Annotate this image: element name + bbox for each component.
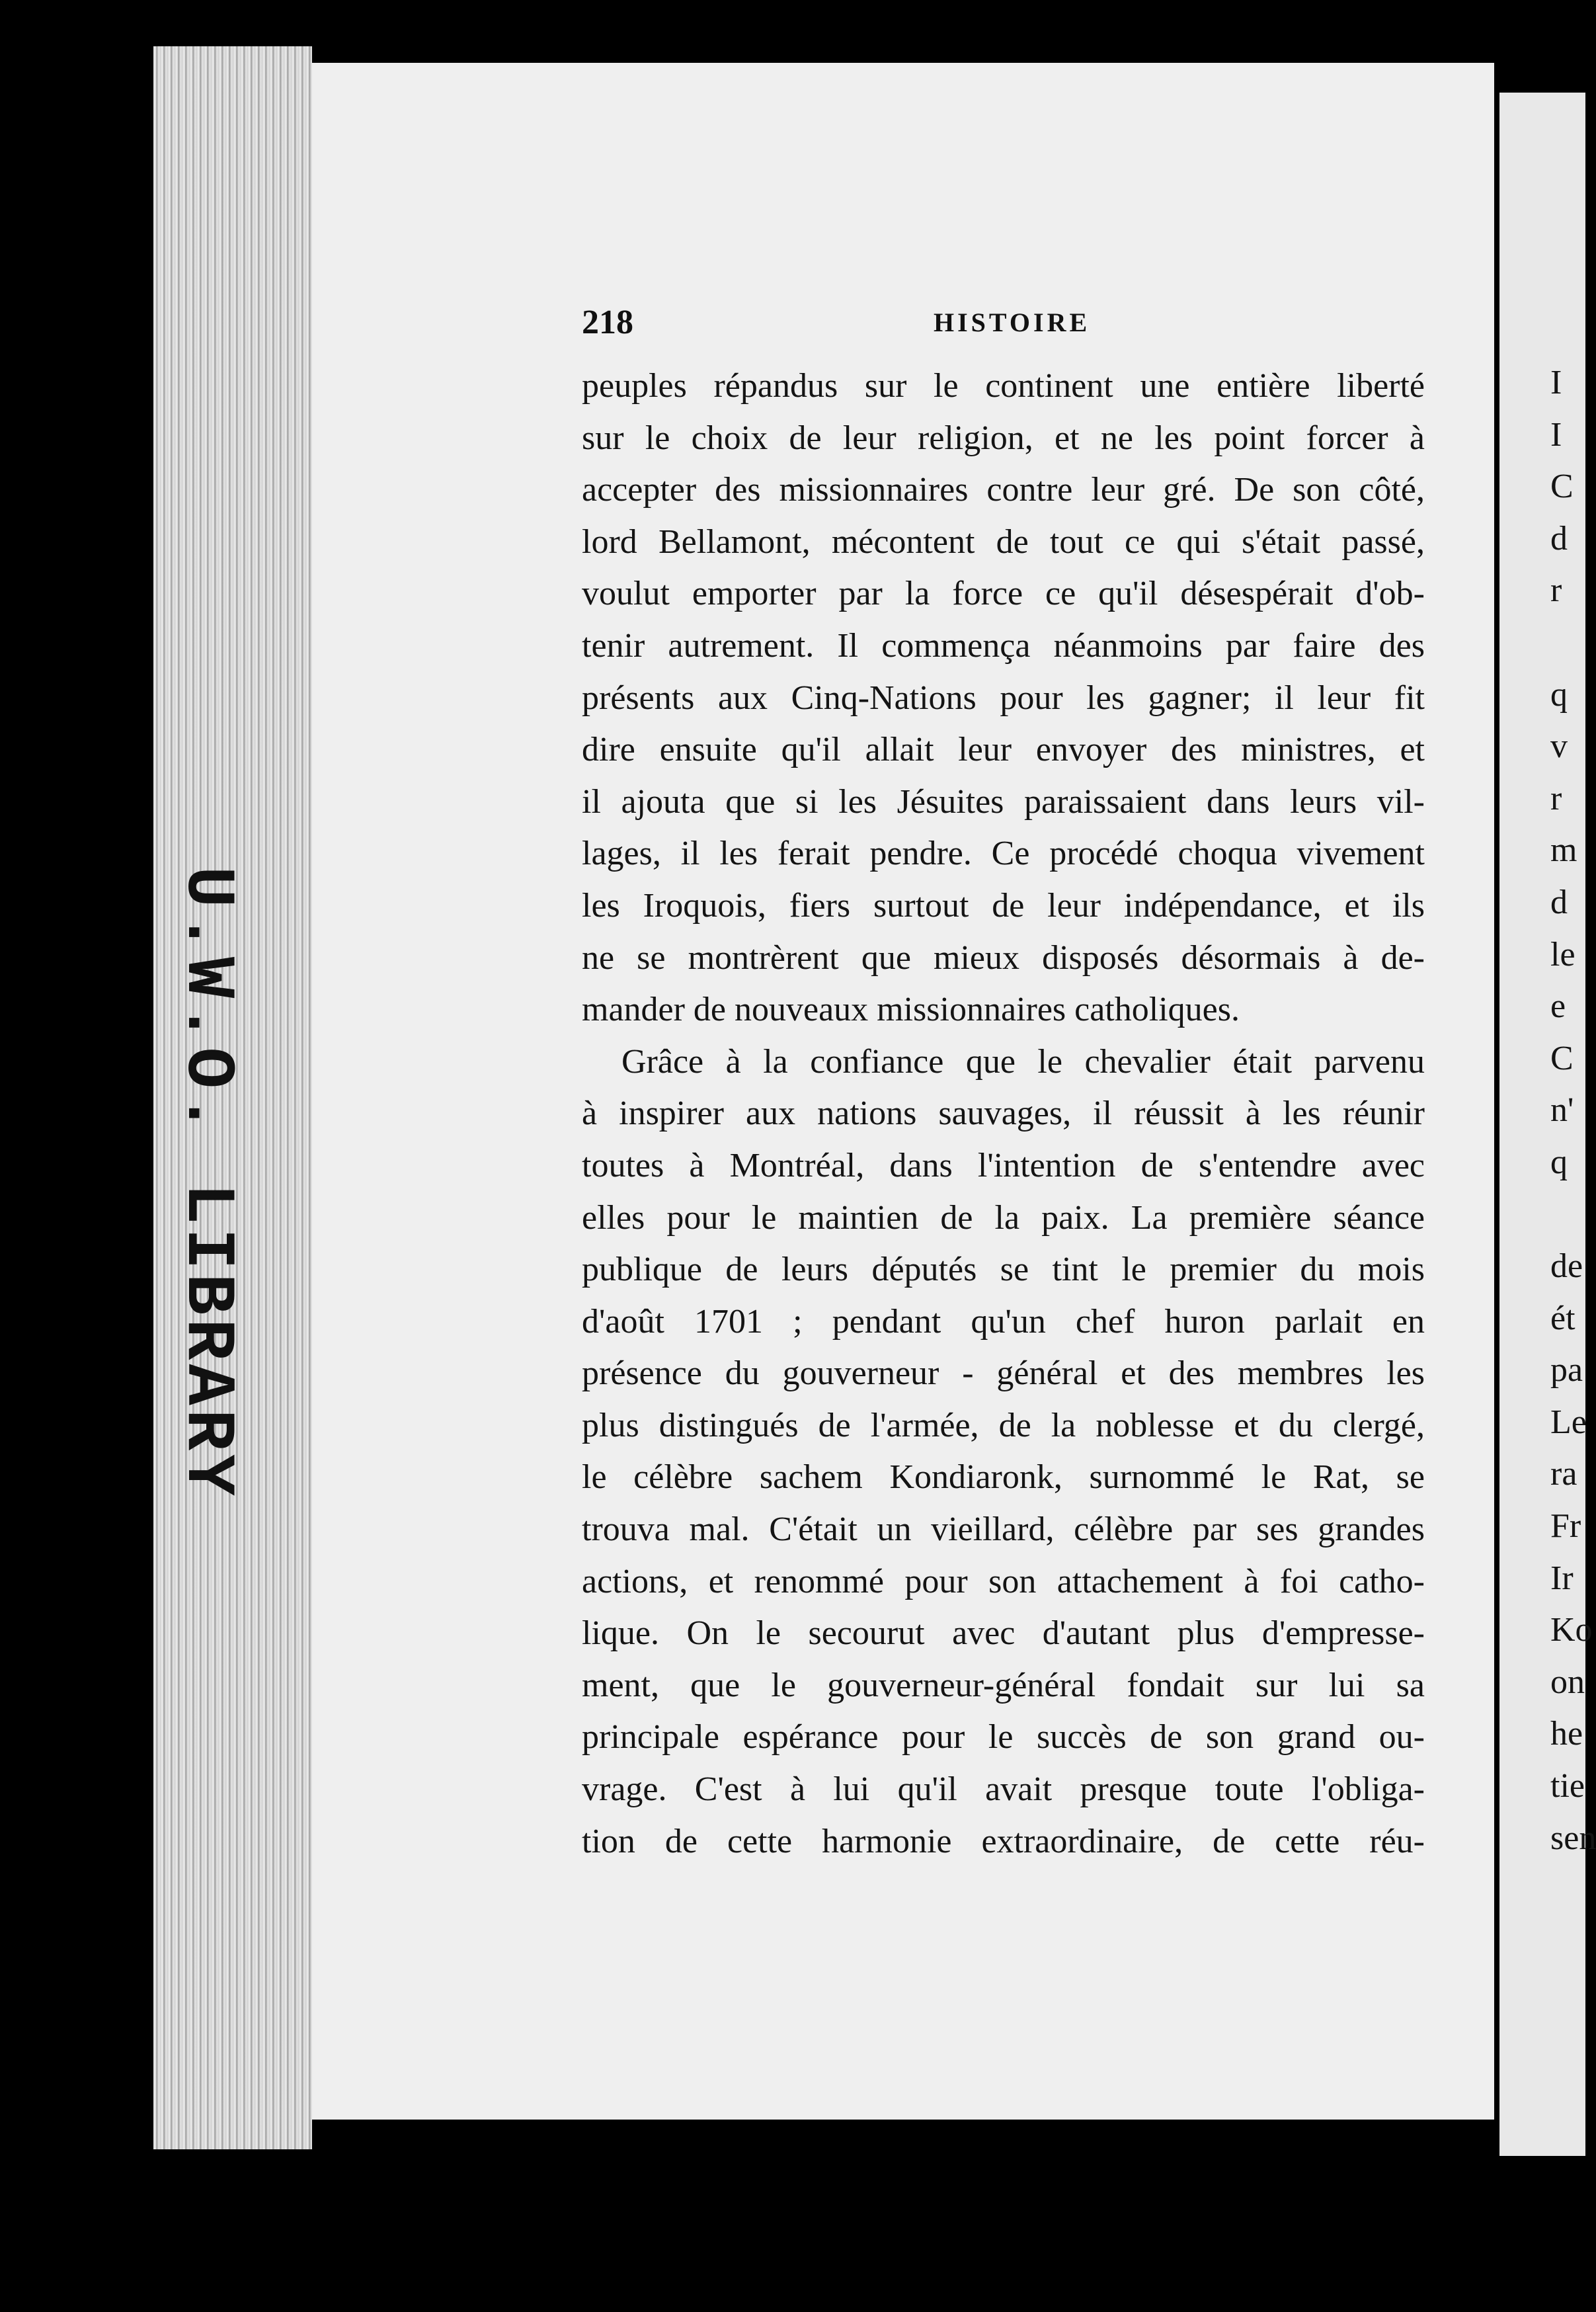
facing-page-fragment: pa: [1550, 1351, 1583, 1389]
facing-page-fragment: Ko: [1550, 1611, 1593, 1649]
text-line: principale espérance pour le succès de son grand ou-: [582, 1718, 1425, 1756]
text-line: tion de cette harmonie extraordinaire, de cette réu-: [582, 1822, 1425, 1860]
text-line: présents aux Cinq-Nations pour les gagner; il leur fit: [582, 679, 1425, 717]
text-line: plus distingués de l'armée, de la noblesse et du clergé,: [582, 1406, 1425, 1444]
facing-page-fragment: sen: [1550, 1819, 1596, 1857]
facing-page-fragment: r: [1550, 571, 1562, 610]
facing-page-fragment: q: [1550, 675, 1568, 714]
text-line: lages, il les ferait pendre. Ce procédé choqua vivement: [582, 835, 1425, 873]
body-text: [582, 360, 1425, 1868]
facing-page-fragment: on: [1550, 1663, 1585, 1701]
text-line: les Iroquois, fiers surtout de leur indépendance, et ils: [582, 886, 1425, 925]
text-line: peuples répandus sur le continent une entière liberté: [582, 367, 1425, 405]
text-line: accepter des missionnaires contre leur gré. De son côté,: [582, 471, 1425, 509]
facing-page-fragment: m: [1550, 831, 1577, 870]
facing-page-fragment: Le: [1550, 1403, 1587, 1441]
text-line: trouva mal. C'était un vieillard, célèbre par ses grandes: [582, 1510, 1425, 1549]
text-line: vrage. C'est à lui qu'il avait presque toute l'obliga-: [582, 1770, 1425, 1809]
running-head-title: HISTOIRE: [934, 308, 1091, 337]
facing-page-fragment: de: [1550, 1247, 1583, 1286]
facing-page-fragment: e: [1550, 987, 1566, 1026]
text-line: d'août 1701 ; pendant qu'un chef huron parlait en: [582, 1302, 1425, 1341]
facing-page-fragment: [1550, 617, 1585, 669]
text-line: tenir autrement. Il commença néanmoins par faire des: [582, 626, 1425, 665]
facing-page-fragment: d: [1550, 519, 1568, 557]
facing-page-fragment: Fr: [1550, 1507, 1581, 1546]
text-line: elles pour le maintien de la paix. La première séance: [582, 1198, 1425, 1237]
facing-page-fragment: ét: [1550, 1299, 1576, 1337]
facing-page-fragment: ra: [1550, 1455, 1577, 1493]
facing-page-fragment: d: [1550, 883, 1568, 921]
facing-page-fragment: C: [1550, 1039, 1574, 1077]
facing-page-fragment: v: [1550, 727, 1568, 766]
facing-page-fragment: C: [1550, 468, 1574, 506]
facing-page-fragment: n': [1550, 1091, 1574, 1130]
facing-page-fragment: r: [1550, 779, 1562, 817]
text-line: présence du gouverneur - général et des membres les: [582, 1354, 1425, 1393]
facing-page-fragment: I: [1550, 415, 1562, 454]
text-line: il ajouta que si les Jésuites paraissaient dans leurs vil-: [582, 782, 1425, 821]
text-line: à inspirer aux nations sauvages, il réussit à les réunir: [582, 1094, 1425, 1133]
paragraph-2: [582, 1036, 1425, 1868]
facing-page-fragment: Ir: [1550, 1559, 1574, 1597]
facing-page-fragment: tie: [1550, 1767, 1585, 1805]
text-line: dire ensuite qu'il allait leur envoyer des ministres, et: [582, 731, 1425, 769]
text-line: publique de leurs députés se tint le premier du mois: [582, 1251, 1425, 1289]
text-line: sur le choix de leur religion, et ne les point forcer à: [582, 419, 1425, 457]
text-line: lique. On le secourut avec d'autant plus d'empresse-: [582, 1614, 1425, 1653]
facing-page-fragment: le: [1550, 935, 1576, 973]
text-line: mander de nouveaux missionnaires catholiques.: [582, 991, 1240, 1029]
facing-page-fragment: he: [1550, 1715, 1583, 1753]
text-line: voulut emporter par la force ce qu'il désespérait d'ob-: [582, 575, 1425, 613]
facing-page-fragment: q: [1550, 1143, 1568, 1181]
text-line: ment, que le gouverneur-général fondait sur lui sa: [582, 1666, 1425, 1704]
page-number: 218: [582, 304, 633, 341]
facing-page-text-fragments: [1550, 357, 1596, 1864]
facing-page-fragment: I: [1550, 364, 1562, 401]
text-line: le célèbre sachem Kondiaronk, surnommé le Rat, se: [582, 1458, 1425, 1497]
text-line: toutes à Montréal, dans l'intention de s'entendre avec: [582, 1146, 1425, 1184]
facing-page-fragment: [1550, 1189, 1585, 1241]
text-line: ne se montrèrent que mieux disposés désormais à de-: [582, 938, 1425, 977]
text-line: Grâce à la confiance que le chevalier était parvenu: [621, 1042, 1425, 1081]
text-line: lord Bellamont, mécontent de tout ce qui s'était passé,: [582, 522, 1425, 561]
text-line: actions, et renommé pour son attachement à foi catho-: [582, 1562, 1425, 1600]
running-head: [582, 303, 1428, 349]
paragraph-1: [582, 360, 1425, 1036]
